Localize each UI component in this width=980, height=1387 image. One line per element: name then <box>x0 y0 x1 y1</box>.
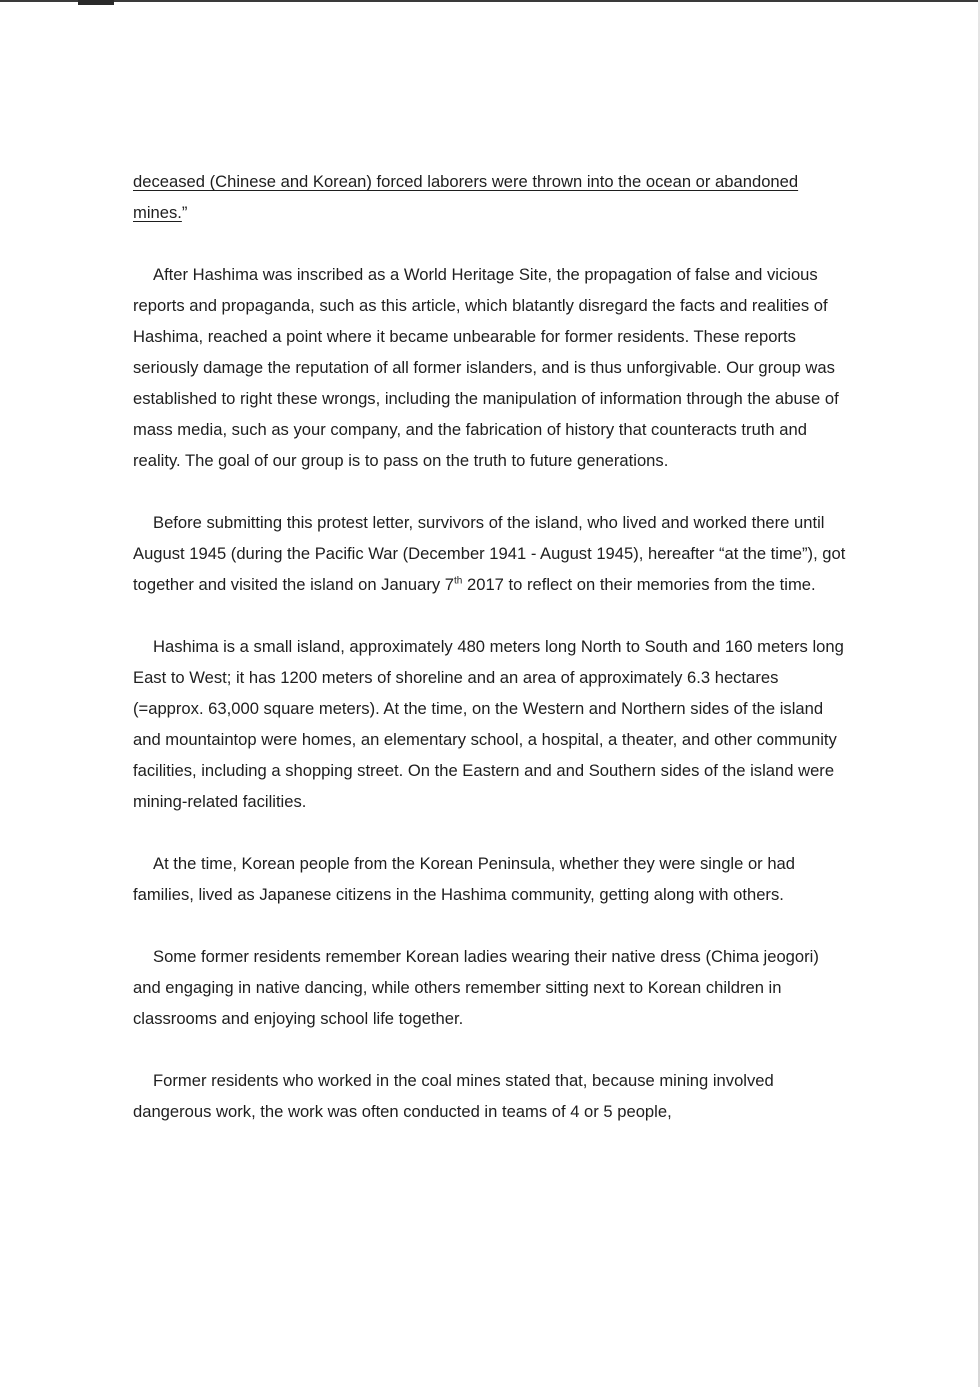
letter-page-body <box>133 166 848 1158</box>
closing-quote-mark: ” <box>181 203 188 222</box>
paragraph-island-description: Hashima is a small island, approximately 480 meters long North to South and 160 meters long East to West; it has 1200 meters of shoreline and an area of approximately 6.3 hectares (=approx. 63,000 square meters). At the time, on the Western and Northern sides of the island and mountaintop were homes, an elementary school, a hospital, a theater, and other community facilities, including a shopping street. On the Eastern and and Southern sides of the island were mining-related facilities. <box>133 637 844 811</box>
opening-quote-paragraph <box>133 166 848 228</box>
paragraph-protest-visit-end: 2017 to reflect on their memories from the time. <box>462 575 816 594</box>
paragraph-memories: Some former residents remember Korean ladies wearing their native dress (Chima jeogori) and engaging in native dancing, while others remember sitting next to Korean children in classrooms and enjoying school life together. <box>133 947 819 1028</box>
paragraph-protest-visit-text: Before submitting this protest letter, survivors of the island, who lived and worked there until August 1945 (during the Pacific War (December 1941 - August 1945), hereafter “at the time”), got together and visited the island on January 7 <box>133 513 846 594</box>
scan-top-mark <box>78 0 114 5</box>
ordinal-superscript: th <box>454 575 463 587</box>
paragraph-protest-visit <box>133 507 848 600</box>
paragraph-world-heritage: After Hashima was inscribed as a World Heritage Site, the propagation of false and vicious reports and propaganda, such as this article, which blatantly disregard the facts and realities of Hashima, reached a point where it became unbearable for former residents. These reports seriously damage the reputation of all former islanders, and is thus unforgivable. Our group was established to right these wrongs, including the manipulation of information through the abuse of mass media, such as your company, and the fabrication of history that counteracts truth and reality. The goal of our group is to pass on the truth to future generations. <box>133 265 839 470</box>
paragraph-coal-mines: Former residents who worked in the coal mines stated that, because mining involved dangerous work, the work was often conducted in teams of 4 or 5 people, <box>133 1071 774 1121</box>
paragraph-korean-residents: At the time, Korean people from the Korean Peninsula, whether they were single or had families, lived as Japanese citizens in the Hashima community, getting along with others. <box>133 854 796 904</box>
opening-quote-text: deceased (Chinese and Korean) forced laborers were thrown into the ocean or abandoned mines. <box>133 172 799 222</box>
scan-top-rule <box>0 0 980 2</box>
